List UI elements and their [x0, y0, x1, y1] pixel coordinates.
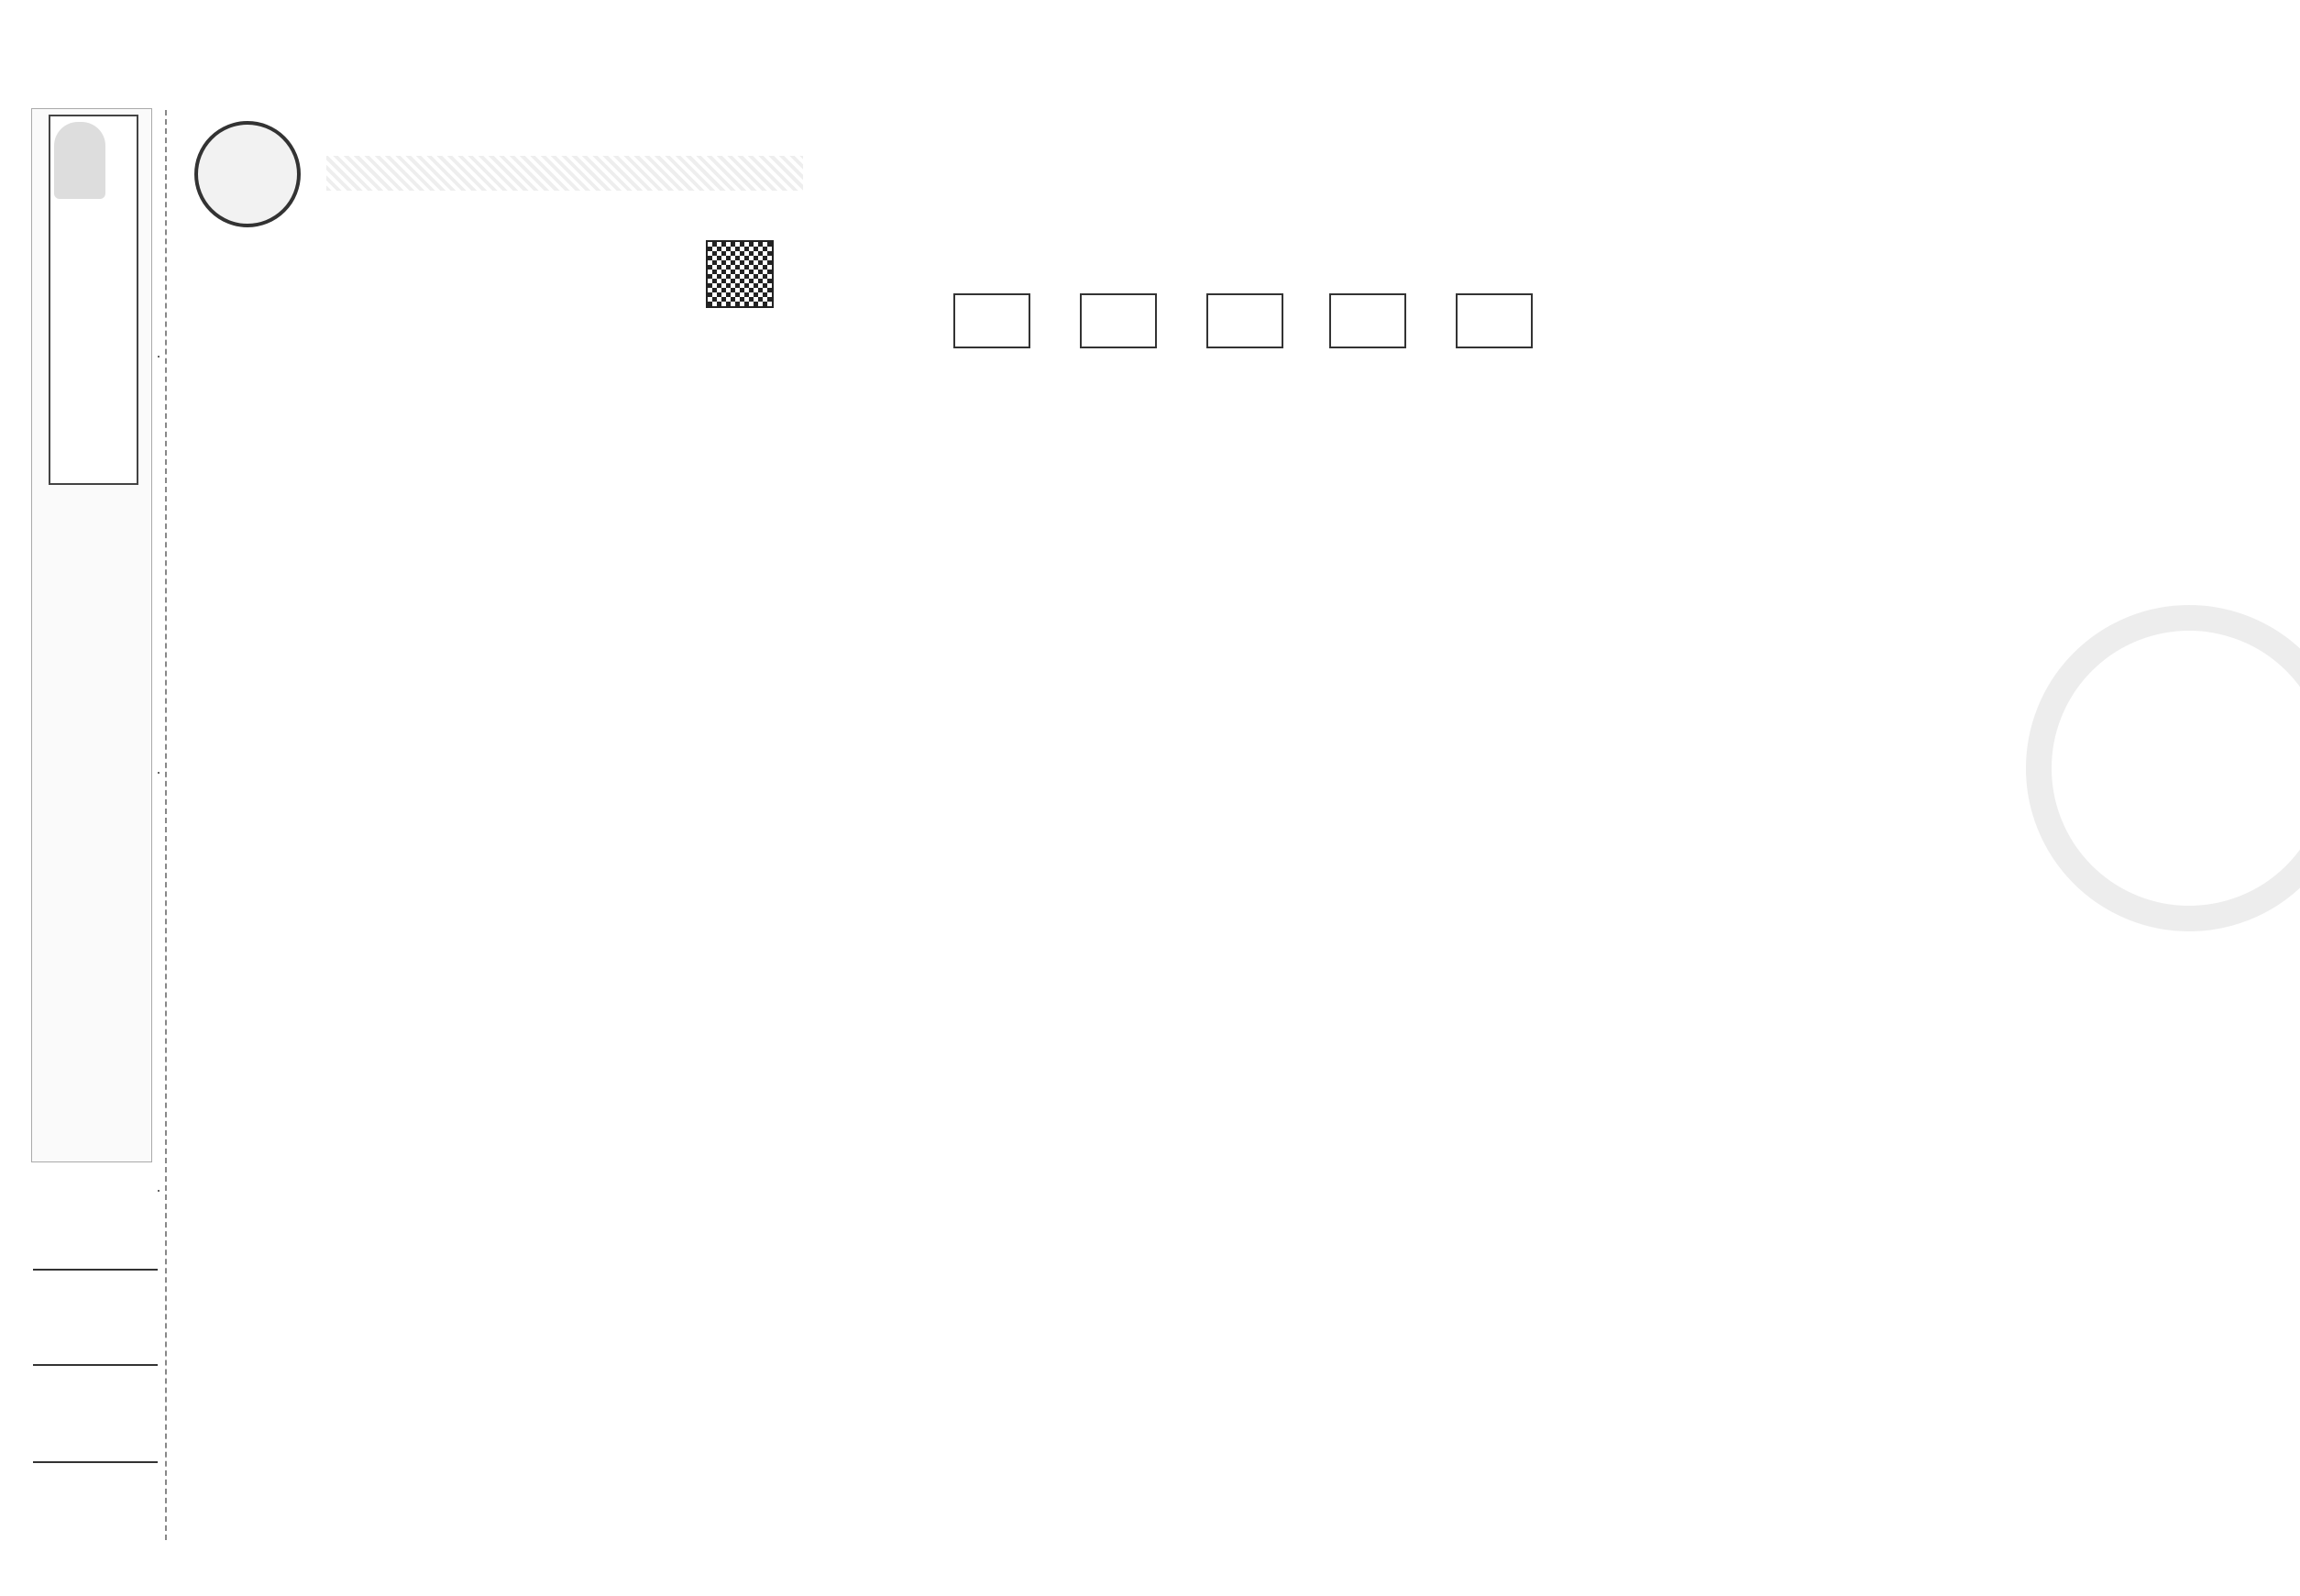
- left-column-line: [196, 589, 884, 615]
- date-option-box: [1329, 293, 1406, 348]
- motto-commentary: [49, 494, 137, 1154]
- middle-bottom-line: [889, 811, 1522, 838]
- left-column-line: [196, 1457, 884, 1483]
- left-column-line: [196, 904, 884, 930]
- middle-top-line: [889, 185, 1522, 212]
- left-column-line: [196, 457, 884, 484]
- right-column-line: [1579, 1369, 2202, 1395]
- left-column-line: [196, 1167, 884, 1194]
- middle-bottom-line: [889, 1232, 1522, 1259]
- left-column-line: [196, 1378, 884, 1404]
- middle-top-line: [889, 237, 1522, 264]
- middle-bottom-line: [889, 785, 1522, 811]
- left-column-line: [196, 721, 884, 747]
- left-column-line: [196, 1220, 884, 1247]
- middle-bottom-line: [889, 1074, 1522, 1101]
- left-column-line: [196, 878, 884, 905]
- left-column-line: [196, 1141, 884, 1168]
- middle-bottom-line: [889, 1311, 1522, 1337]
- middle-column-top: [889, 106, 1522, 291]
- qr-code[interactable]: [706, 240, 774, 308]
- right-column-line: [1579, 422, 2202, 448]
- left-column-line: [196, 1062, 884, 1089]
- left-column-line: [196, 1351, 884, 1378]
- middle-bottom-line: [889, 600, 1522, 627]
- left-column-line: [196, 562, 884, 589]
- left-column-line: [196, 510, 884, 536]
- right-column-line: [1579, 291, 2202, 317]
- date-option-box: [1206, 293, 1283, 348]
- exam-title: [326, 156, 803, 191]
- seal-mark-1: [158, 356, 160, 358]
- date-option-box: [1456, 293, 1533, 348]
- right-column-line: [1579, 1263, 2202, 1290]
- right-column-line: [1579, 1132, 2202, 1159]
- right-column-line: [1579, 1316, 2202, 1343]
- middle-bottom-line: [889, 654, 1522, 680]
- left-column-line: [196, 825, 884, 852]
- middle-bottom-line: [889, 548, 1522, 575]
- right-column-line: [1579, 1395, 2202, 1422]
- left-column-line: [196, 799, 884, 826]
- school-field[interactable]: [33, 1461, 158, 1463]
- binding-strip: [31, 108, 152, 1162]
- left-column-line: [196, 642, 884, 668]
- left-column-line: [196, 957, 884, 984]
- left-column-line: [196, 1299, 884, 1326]
- left-column-line: [196, 1430, 884, 1457]
- left-column-line: [196, 1088, 884, 1115]
- left-column-line: [196, 1325, 884, 1351]
- right-column-line: [1579, 1421, 2202, 1447]
- middle-bottom-line: [889, 1390, 1522, 1416]
- right-column-line: [1579, 1159, 2202, 1185]
- right-column-line: [1579, 579, 2202, 606]
- right-column-line: [1579, 527, 2202, 554]
- date-option-box: [1080, 293, 1157, 348]
- right-column-line: [1579, 448, 2202, 475]
- right-column-line: [1579, 264, 2202, 291]
- motto-box: [49, 115, 138, 485]
- left-column-line: [196, 1115, 884, 1141]
- middle-bottom-line: [889, 838, 1522, 864]
- middle-bottom-line: [889, 759, 1522, 786]
- right-column-line: [1579, 1238, 2202, 1264]
- left-column-line: [196, 983, 884, 1009]
- middle-bottom-line: [889, 706, 1522, 732]
- left-column-line: [196, 1036, 884, 1062]
- left-column-line: [196, 1009, 884, 1036]
- middle-bottom-line: [889, 1180, 1522, 1206]
- middle-column-bottom: [889, 469, 1522, 1469]
- motto-quote: [56, 225, 133, 478]
- left-column-line: [196, 615, 884, 642]
- middle-bottom-line: [889, 864, 1522, 890]
- right-column-line: [1579, 317, 2202, 344]
- middle-bottom-line: [889, 1337, 1522, 1364]
- right-column-line: [1579, 1106, 2202, 1132]
- left-column-line: [196, 536, 884, 563]
- right-column-line: [1579, 1342, 2202, 1369]
- seal-mark-2: [158, 772, 160, 774]
- left-column-line: [196, 773, 884, 799]
- left-column-line: [196, 930, 884, 957]
- right-column-line: [1579, 475, 2202, 501]
- right-column-line: [1579, 1079, 2202, 1106]
- cut-line: [165, 110, 167, 1540]
- right-column-line: [1579, 185, 2202, 212]
- right-column-line: [1579, 1184, 2202, 1211]
- middle-bottom-line: [889, 469, 1522, 496]
- avatar: [54, 122, 105, 199]
- right-column-line: [1579, 974, 2202, 1001]
- left-column-line: [196, 746, 884, 773]
- left-column-line: [196, 1272, 884, 1299]
- middle-bottom-line: [889, 969, 1522, 996]
- middle-bottom-line: [889, 1416, 1522, 1443]
- right-column-line: [1579, 133, 2202, 160]
- right-column-line: [1579, 106, 2202, 133]
- middle-bottom-line: [889, 890, 1522, 917]
- middle-bottom-line: [889, 1127, 1522, 1153]
- right-column-line: [1579, 1027, 2202, 1053]
- middle-bottom-line: [889, 1442, 1522, 1469]
- middle-bottom-line: [889, 942, 1522, 969]
- left-column-line: [196, 852, 884, 878]
- middle-bottom-line: [889, 1153, 1522, 1180]
- right-column-line: [1579, 212, 2202, 238]
- middle-bottom-line: [889, 1048, 1522, 1074]
- right-column-line: [1579, 343, 2202, 369]
- middle-bottom-line: [889, 575, 1522, 601]
- middle-top-line: [889, 133, 1522, 160]
- middle-top-line: [889, 106, 1522, 133]
- middle-bottom-line: [889, 996, 1522, 1022]
- middle-bottom-line: [889, 1284, 1522, 1311]
- left-column-line: [196, 1483, 884, 1510]
- middle-bottom-line: [889, 1205, 1522, 1232]
- date-option-box: [953, 293, 1030, 348]
- middle-bottom-line: [889, 917, 1522, 943]
- middle-bottom-line: [889, 522, 1522, 548]
- seal-mark-3: [158, 1190, 160, 1192]
- middle-top-line: [889, 264, 1522, 291]
- class-field[interactable]: [33, 1364, 158, 1366]
- middle-bottom-line: [889, 1363, 1522, 1390]
- middle-bottom-line: [889, 1101, 1522, 1128]
- right-column-line: [1579, 369, 2202, 396]
- left-column-line: [196, 694, 884, 721]
- right-column-line: [1579, 1053, 2202, 1080]
- left-column-line: [196, 667, 884, 694]
- middle-bottom-line: [889, 1259, 1522, 1285]
- middle-bottom-line: [889, 732, 1522, 759]
- right-column-line: [1579, 501, 2202, 527]
- left-column-line: [196, 1246, 884, 1272]
- right-column-line: [1579, 396, 2202, 423]
- right-column-line: [1579, 237, 2202, 264]
- middle-top-line: [889, 159, 1522, 185]
- right-column-line: [1579, 948, 2202, 974]
- middle-bottom-line: [889, 1021, 1522, 1048]
- right-column-line: [1579, 1290, 2202, 1316]
- middle-top-line: [889, 212, 1522, 238]
- right-column-line: [1579, 554, 2202, 580]
- right-column-line: [1579, 921, 2202, 948]
- logo-seal: [194, 121, 301, 227]
- left-column-line: [196, 431, 884, 457]
- left-column-line: [196, 1194, 884, 1220]
- left-column-line: [196, 1403, 884, 1430]
- right-column-line: [1579, 159, 2202, 185]
- middle-bottom-line: [889, 680, 1522, 707]
- right-column-line: [1579, 1211, 2202, 1238]
- left-column: [196, 431, 884, 1509]
- left-column-line: [196, 483, 884, 510]
- right-column-line: [1579, 1000, 2202, 1027]
- name-field[interactable]: [33, 1269, 158, 1271]
- middle-bottom-line: [889, 496, 1522, 523]
- middle-bottom-line: [889, 627, 1522, 654]
